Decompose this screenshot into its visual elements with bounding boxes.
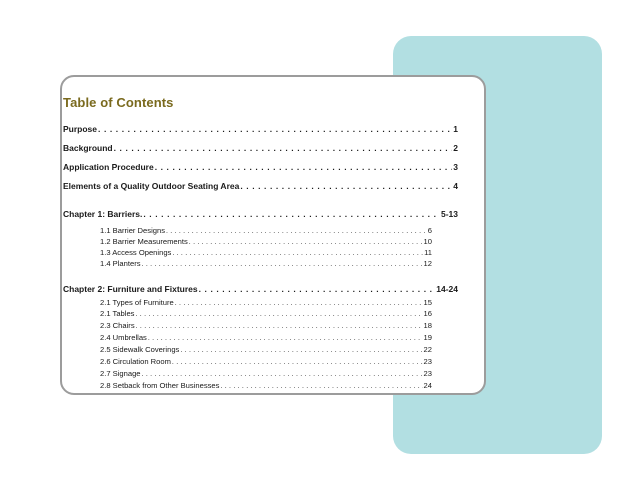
dot-leader [172, 359, 423, 366]
toc-chapter-1[interactable] [63, 209, 458, 219]
toc-entry-label: Elements of a Quality Outdoor Seating Area [63, 181, 240, 191]
dot-leader [166, 228, 427, 235]
dot-leader [98, 124, 452, 134]
toc-section-label: 2.4 Umbrellas [100, 333, 147, 342]
toc-section-label: 2.1 Tables [100, 309, 135, 318]
dot-leader [172, 250, 423, 257]
dot-leader [180, 347, 422, 354]
toc-section-2-5[interactable] [100, 345, 432, 354]
toc-section-2-7[interactable] [100, 369, 432, 378]
toc-section-label: 2.7 Signage [100, 369, 141, 378]
toc-entry-label: Purpose [63, 124, 98, 134]
toc-section-label: 1.4 Planters [100, 259, 141, 268]
dot-leader [175, 300, 423, 307]
toc-section-page: 19 [423, 333, 432, 342]
toc-section-label: 2.3 Chairs [100, 321, 135, 330]
toc-section-page: 6 [427, 226, 432, 235]
dot-leader [135, 311, 422, 318]
toc-section-label: 2.8 Setback from Other Businesses [100, 381, 220, 390]
toc-section-label: 1.2 Barrier Measurements [100, 237, 188, 246]
dot-leader [148, 335, 423, 342]
dot-leader [220, 383, 422, 390]
toc-section-1-3[interactable] [100, 248, 432, 257]
toc-section-2-1[interactable] [100, 298, 432, 307]
toc-section-page: 11 [424, 248, 432, 257]
toc-chapter-2[interactable] [63, 284, 458, 294]
toc-chapter-pages: 14-24 [436, 284, 458, 294]
toc-section-2-8[interactable] [100, 381, 432, 390]
toc-entry-page: 4 [453, 181, 458, 191]
toc-entry-page: 1 [453, 124, 458, 134]
toc-section-label: 1.3 Access Openings [100, 248, 172, 257]
dot-leader [143, 209, 440, 219]
toc-section-label: 2.6 Circulation Room [100, 357, 171, 366]
toc-section-2-4[interactable] [100, 333, 432, 342]
toc-section-2-6[interactable] [100, 357, 432, 366]
toc-entry-application-procedure[interactable] [63, 162, 458, 172]
toc-entry-label: Application Procedure [63, 162, 154, 172]
toc-chapter-label: Chapter 1: Barriers. [63, 209, 143, 219]
dot-leader [155, 162, 453, 172]
dot-leader [240, 181, 452, 191]
toc-section-page: 23 [423, 357, 432, 366]
toc-entry-purpose[interactable] [63, 124, 458, 134]
toc-section-page: 18 [423, 321, 432, 330]
toc-section-2-3[interactable] [100, 321, 432, 330]
toc-section-1-1[interactable] [100, 226, 432, 235]
toc-section-label: 2.5 Sidewalk Coverings [100, 345, 180, 354]
toc-entry-page: 3 [453, 162, 458, 172]
toc-section-page: 23 [423, 369, 432, 378]
toc-chapter-pages: 5-13 [440, 209, 458, 219]
toc-title: Table of Contents [63, 95, 174, 110]
toc-entry-background[interactable] [63, 143, 458, 153]
toc-section-label: 2.1 Types of Furniture [100, 298, 174, 307]
toc-section-page: 22 [423, 345, 432, 354]
toc-section-page: 12 [423, 259, 432, 268]
toc-section-page: 15 [423, 298, 432, 307]
toc-entry-label: Background [63, 143, 113, 153]
toc-section-page: 24 [423, 381, 432, 390]
toc-section-1-2[interactable] [100, 237, 432, 246]
dot-leader [142, 261, 423, 268]
toc-section-page: 16 [423, 309, 432, 318]
toc-entry-page: 2 [453, 143, 458, 153]
dot-leader [199, 284, 436, 294]
dot-leader [142, 371, 423, 378]
toc-chapter-label: Chapter 2: Furniture and Fixtures [63, 284, 198, 294]
toc-section-page: 10 [423, 237, 432, 246]
toc-section-1-4[interactable] [100, 259, 432, 268]
toc-section-2-2[interactable] [100, 309, 432, 318]
dot-leader [189, 239, 423, 246]
toc-entry-elements[interactable] [63, 181, 458, 191]
toc-section-label: 1.1 Barrier Designs [100, 226, 165, 235]
dot-leader [136, 323, 423, 330]
dot-leader [114, 143, 453, 153]
